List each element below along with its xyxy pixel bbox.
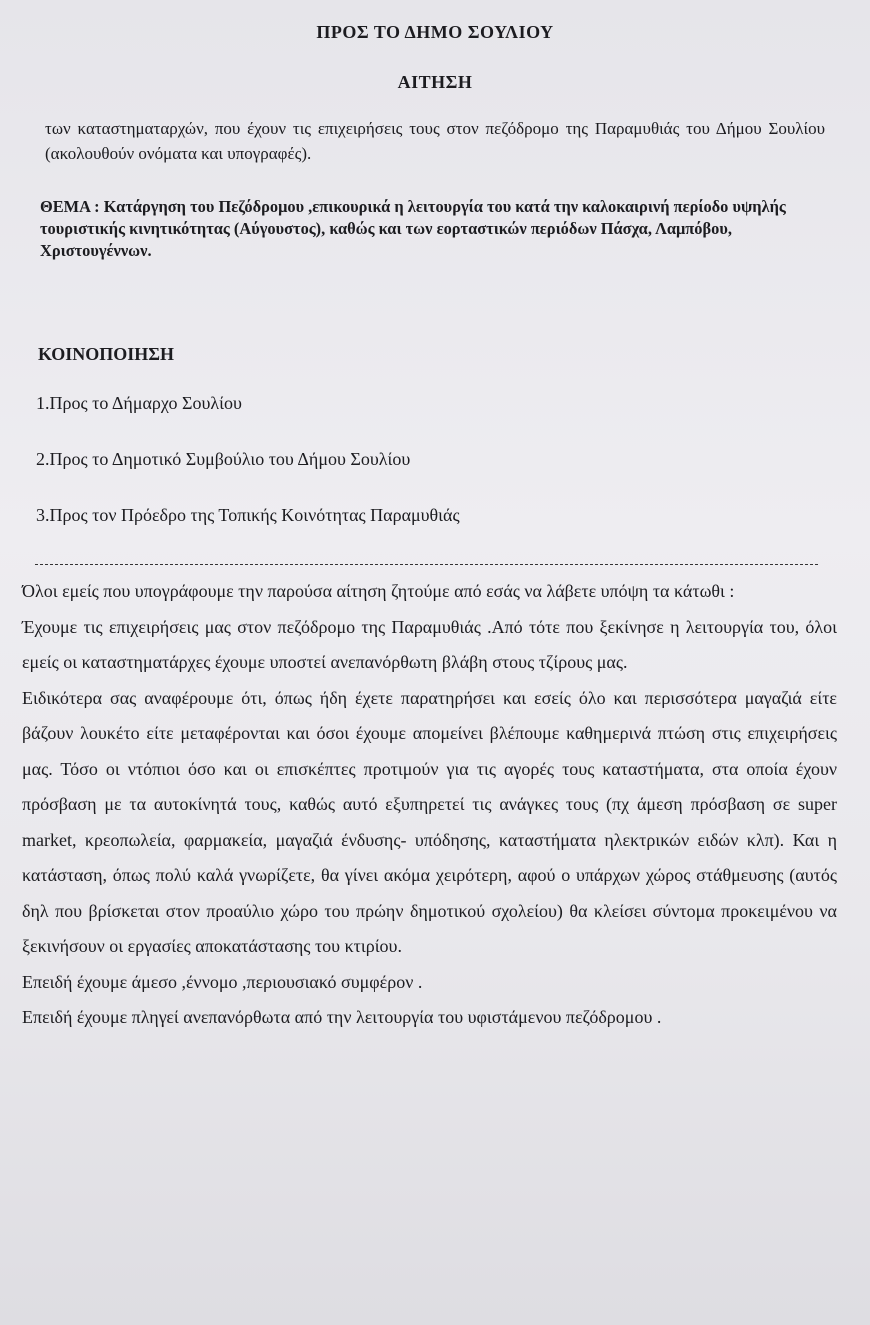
dashed-divider (35, 564, 818, 565)
recipient-heading: ΠΡΟΣ ΤΟ ΔΗΜΟ ΣΟΥΛΙΟΥ (316, 22, 554, 42)
intro-paragraph: των καταστηματαρχών, που έχουν τις επιχειρήσεις τους στον πεζόδρομο της Παραμυθιάς του Δήμου Σουλίου (ακολουθούν ονόματα και υπογραφές). (45, 119, 825, 163)
body-paragraph: Επειδή έχουμε πληγεί ανεπανόρθωτα από την λειτουργία του υφιστάμενου πεζόδρομου . (22, 1007, 662, 1027)
body-paragraph: Επειδή έχουμε άμεσο ,έννομο ,περιουσιακό συμφέρον . (22, 971, 423, 992)
body-text (22, 574, 837, 1036)
cc-item: 3.Προς τον Πρόεδρο της Τοπικής Κοινότητας Παραμυθιάς (36, 505, 460, 525)
cc-list (36, 393, 826, 561)
cc-item: 2.Προς το Δημοτικό Συμβούλιο του Δήμου Σουλίου (36, 449, 411, 469)
cc-item: 1.Προς το Δήμαρχο Σουλίου (36, 393, 242, 413)
body-paragraph: Ειδικότερα σας αναφέρουμε ότι, όπως ήδη έχετε παρατηρήσει και εσείς όλο και περισσότερα μαγαζιά είτε βάζουν λουκέτο είτε μεταφέρονται και όσοι έχουμε απομείνει βλέπουμε καθημερινά πτώση στις επιχειρήσεις μας. Τόσο οι ντόπιοι όσο και οι επισκέπτες προτιμούν για τις αγορές τους καταστήματα, στα οποία έχουν πρόσβαση με τα αυτοκίνητά τους, καθώς αυτό εξυπηρετεί τις ανάγκες τους (πχ άμεση πρόσβαση σε super market, κρεοπωλεία, φαρμακεία, μαγαζιά ένδυσης- υπόδησης, καταστήματα ηλεκτρικών ειδών κλπ). Και η κατάσταση, όπως πολύ καλά γνωρίζετε, θα γίνει ακόμα χειρότερη, αφού ο υπάρχων χώρος στάθμευσης (αυτός δηλ που βρίσκεται στον προαύλιο χώρο του πρώην δημοτικού σχολείου) θα κλείσει σύντομα προκειμένου να ξεκινήσουν οι εργασίες αποκατάστασης του κτιρίου. (22, 687, 837, 956)
subject-paragraph: ΘΕΜΑ : Κατάργηση του Πεζόδρομου ,επικουρικά η λειτουργία του κατά την καλοκαιρινή περίοδο υψηλής τουριστικής κινητικότητας (Αύγουστος), καθώς και των εορταστικών περιόδων Πάσχα, Λαμπόβου, Χριστουγέννων. (40, 197, 786, 260)
body-paragraph: Έχουμε τις επιχειρήσεις μας στον πεζόδρομο της Παραμυθιάς .Από τότε που ξεκίνησε η λειτουργία του, όλοι εμείς οι καταστηματάρχες έχουμε υποστεί ανεπανόρθωτη βλάβη στους τζίρους μας. (22, 616, 837, 672)
cc-heading: ΚΟΙΝΟΠΟΙΗΣΗ (38, 344, 175, 364)
body-paragraph: Όλοι εμείς που υπογράφουμε την παρούσα αίτηση ζητούμε από εσάς να λάβετε υπόψη τα κάτωθι : (22, 581, 735, 601)
document-type-heading: ΑΙΤΗΣΗ (397, 72, 473, 92)
